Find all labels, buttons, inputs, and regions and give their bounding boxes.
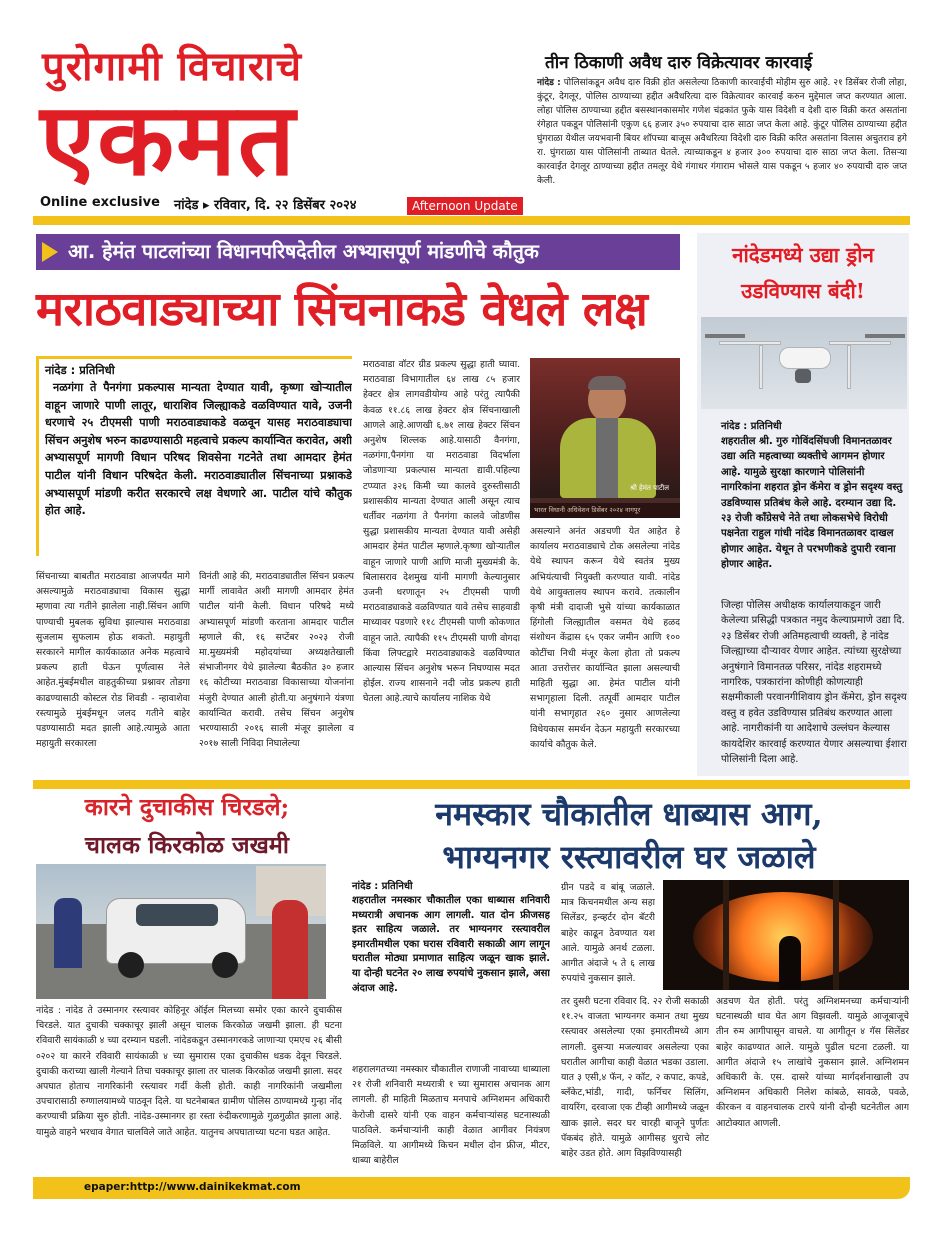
car-photo bbox=[36, 864, 326, 999]
lead-headline: मराठवाड्याच्या सिंचनाकडे वेधले लक्ष bbox=[36, 282, 648, 337]
fire-beam-right bbox=[833, 880, 839, 990]
photo-scarf bbox=[596, 418, 618, 498]
fire-dateline: नांदेड : प्रतिनिधी bbox=[352, 881, 413, 892]
car-photo-rider bbox=[54, 898, 82, 968]
fire-silhouette bbox=[779, 936, 801, 990]
car-photo-person bbox=[272, 900, 308, 999]
lead-col2: विनंती आहे की, मराठवाड्यातील सिंचन प्रकल्प मार्गी लावावेत अशी मागणी आमदार हेमंत पाटील यांनी केली. विधान परिषदे मध्ये अभ्यासपूर्ण मांडणी करताना आमदार पाटील म्हणाले की, १६ सप्टेंबर २०२३ रोजी मा.मुख्यमंत्री महोदयांच्या अध्यक्षतेखाली संभाजीनगर येथे झालेल्या बैठकीत ३० हजार १६ कोटीच्या मराठवाडा विकासाच्या योजनांना मंजुरी देण्यात आली होती.या अनुषंगाने यंत्रणा कार्यान्वित करावी. तसेच सिंचन अनुशेष भरण्यासाठी २०१६ साली मंजूर झालेला व २०१७ साली निविदा निघालेल्या bbox=[199, 571, 354, 750]
photo-hair bbox=[588, 376, 626, 390]
lead-dateline: नांदेड : प्रतिनिधी bbox=[45, 363, 115, 377]
online-exclusive-label: Online exclusive bbox=[40, 195, 160, 210]
fire-headline-2: भाग्यनगर रस्त्यावरील घर जळाले bbox=[442, 838, 816, 876]
masthead-tagline: पुरोगामी विचाराचे bbox=[42, 43, 303, 90]
drone-arm-right bbox=[829, 341, 891, 345]
drone-headline bbox=[697, 237, 909, 309]
drone-photo bbox=[701, 317, 907, 409]
drone-body bbox=[779, 347, 831, 369]
lead-col3: मराठवाडा वॉटर ग्रीड प्रकल्प सुद्धा हाती घ्यावा. मराठवाडा विभागातील ६४ लाख ८५ हजार हेक्टर क्षेत्र लागवडीयोग्य आहे परंतु त्यापैकी केवळ ११.८६ लाख हेक्टर क्षेत्र सिंचनाखाली आणले आहे.आणखी ६.७१ लाख हेक्टर सिंचन अनुशेष शिल्लक आहे.यासाठी वैनगंगा, नळगंगा,पैनगंगा या मराठवाडा विदर्भाला जोडणाऱ्या प्रकल्पास मान्यता द्यावी.पहिल्या टप्प्यात ३२६ किमी च्या कालवे दुरुस्तीसाठी प्रशासकीय मान्यता देण्यात आली असून त्याच धर्तीवर नळगंगा ते पैनगंगा कालवे जोडणीस सुद्धा प्रशासकीय मान्यता देण्यात यावी असेही आमदार हेमंत पाटील म्हणाले.कृष्णा खोऱ्यातील वाहून जाणारे पाणी आणि माजी मुख्यमंत्री के. बिलासराव देशमुख यांनी मागणी केल्यानुसार उजनी धरणातून २५ टीएमसी पाणी मराठवाड्याकडे वळविण्यात यावे तसेच साहवाडी माध्यावर पडणारे ११८ टीएमसी पाणी कोकणात वाहून जाते. त्यापैकी ११५ टीएमसी पाणी वोगदा किंवा लिफ्टद्वारे मराठवाड्याकडे वळविण्यात आल्यास सिंचन अनुशेष भरून निघण्यास मदत होईल. राज्य शासनाने नदी जोड प्रकल्प हाती घेतला आहे.त्याचे कार्यालय नाशिक येथे bbox=[363, 359, 520, 705]
top-news-text: पोलिसांकडून अवैध दारु विक्री होत असलेल्या ठिकाणी कारवाईची मोहीम सुरु आहे. २१ डिसेंबर रोजी लोहा, कुंटूर, देगलूर, पोलिस ठाण्याच्या हद्दीत अवैधरित्या दारु विक्रेत्यावर कारवाई करुन मुद्देमाल जप्त करण्यात आला. लोहा पोलिस ठाण्याच्या हद्दीत बसस्थानकासमोर गणेश चंद्रकांत फुके यास विदेशी व देशी दारु विक्री करत असतांना रंगेहात पकडून पोलिसांनी एकुण ६६ हजार ३५० रुपयाचा दारु साठा जप्त केला आहे. कुंटूर पोलिस ठाण्याच्या हद्दीत घुंगराळा येथील जयभवानी बियर शॉपच्या बाजूस अवैधरित्या विदेशी दारु विक्री करित असतांना विलास अचुतराव हगे रा. घुंगराळा यास पोलिसांनी ताब्यात घेतले. त्याच्याकडून ४ हजार ३०० रुपयाचा दारु साठा जप्त केला. तिसऱ्या कारवाईत देगलूर ठाण्याच्या हद्दीत तमलूर येथे गंगाधर गंगाराम भोसले यास पकडून ५ हजार ४० रुपयाची दारु जप्त केली. bbox=[537, 78, 907, 186]
lead-intro-text: नळगंगा ते पैनगंगा प्रकल्पास मान्यता देण्यात यावी, कृष्णा खोऱ्यातील वाहून जाणारे पाणी लातूर, धाराशिव जिल्ह्याकडे वळविण्यात यावे, उजनी धरणाचे २५ टीएमसी पाणी मराठवाड्याकडे वळवून यासह मराठवाड्याचा सिंचन अनुशेष भरुन काढण्यासाठी महत्वाचे प्रकल्प कार्यान्वित करावेत, अशी अभ्यासपूर्ण मागणी विधान परिषद शिवसेना गटनेते तथा आमदार हेमंत पाटील यांनी विधान परिषदेत केली. मराठवाड्यातील सिंचनाच्या प्रश्नाकडे अभ्यासपूर्ण मांडणी करीत सरकारचे लक्ष वेधणारे आ. पाटील यांचे कौतुक होत आहे. bbox=[45, 381, 352, 518]
fire-headline-1: नमस्कार चौकातील धाब्यास आग, bbox=[435, 795, 823, 833]
drone-leg-right bbox=[847, 345, 851, 389]
fire-col3: अडचण येत होती. परंतु अग्निशमनच्या कर्मचाऱ्यांनी घटनास्थळी धाव घेत आग विझवली. यामुळे आजूबाजूचे तीन रुम आगीपासून वाचले. या आगीतून ४ गॅस सिलेंडर बाहेर काढण्यात आले. यामुळे पुढील घटना टळली. या आगीत अंदाजे १५ लाखांचे नुकसान झाले. अग्निशमन अधिकारी के. एस. दासरे यांच्या मार्गदर्शनाखाली उप अग्निशमन अधिकारी निलेश कांबळे, सावळे, पवळे, कीरकन व वाहनचालक टारपे यांनी दोन्ही घटनेतील आग आटोक्यात आणली. bbox=[716, 996, 909, 1129]
masthead bbox=[0, 0, 530, 218]
fire-photo bbox=[663, 880, 909, 990]
lead-col4: असल्याने अनंत अडचणी येत आहेत हे कार्यालय मराठवाड्याचे टोक असलेल्या नांदेड येथे स्थापन करून येथे स्वतंत्र मुख्य अभियंत्याची नियुक्ती करण्यात यावी. नांदेड येथे आयुक्तालय स्थापन करावे. तत्कालीन कृषी मंत्री दादाजी भुसे यांच्या कार्यकाळात हिंगोली जिल्ह्यातील वसमत येथे हळद संशोधन केंद्रास ६५ एकर जमीन आणि १०० कोटींचा निधी मंजूर केला होता तो प्रकल्प आता उत्तरोत्तर कार्यान्वित झाला असल्याची माहिती सुद्धा आ. हेमंत पाटील यांनी सभागृहाला दिली. तत्पूर्वी आमदार पाटील यांनी सभागृहात २६० नुसार आणलेल्या विधेयकास समर्थन देऊन महायुती सरकारच्या कार्याचे कौतुक केले. bbox=[530, 526, 680, 750]
drone-rotor-right bbox=[865, 334, 905, 338]
fire-beam-left bbox=[723, 880, 729, 990]
afternoon-update-badge: Afternoon Update bbox=[407, 197, 523, 215]
masthead-divider bbox=[33, 216, 910, 225]
top-news-headline: तीन ठिकाणी अवैध दारु विक्रेत्यावर कारवाई bbox=[545, 53, 813, 73]
lead-photo-caption: श्री हेमंत पाटील bbox=[630, 484, 669, 492]
date-line: नांदेड ▸ रविवार, दि. २२ डिसेंबर २०२४ bbox=[174, 198, 357, 213]
drone-intro bbox=[721, 419, 907, 594]
car-headline-1: कारने दुचाकीस चिरडले; bbox=[84, 793, 290, 821]
drone-intro-text: शहरातील श्री. गुरु गोविंदसिंघजी विमानतळावर उद्या अति महत्वाच्या व्यक्तीचे आगमन होणार आहे. यामुळे सुरक्षा कारणाने पोलिसांनी नागरिकांना शहरात ड्रोन कॅमेरा व ड्रोन सदृश्य वस्तु उडविण्यास प्रतिबंध केले आहे. दरम्यान उद्या दि. २३ रोजी काँग्रेसचे नेते तथा लोकसभेचे विरोधी पक्षनेता राहुल गांधी नांदेड विमानतळावर दाखल होणार आहेत. येथून ते परभणीकडे दुपारी रवाना होणार आहेत. bbox=[721, 436, 903, 571]
lead-kicker: आ. हेमंत पाटलांच्या विधानपरिषदेतील अभ्यासपूर्ण मांडणीचे कौतुक bbox=[68, 240, 539, 263]
drone-dateline: नांदेड : प्रतिनिधी bbox=[721, 421, 782, 432]
car-body: नांदेड : नांदेड ते उस्मानगर रस्त्यावर कोहिनूर ऑईल मिलच्या समोर एका कारने दुचाकीस चिरडले. यात दुचाकी चक्काचूर झाली असून चालक किरकोळ जखमी झाला. ही घटना रविवारी सायंकाळी ४ च्या दरम्यान घडली. नांदेडकडून उस्मानगरकडे जाणाऱ्या एमएच २६ बीसी ०२०२ या कारने रविवारी सायंकाळी ४ च्या सुमारास एका दुचाकीस धडक देवून चिरडले. दुचाकी कराच्या खाली गेल्याने तिचा चक्काचूर झाला तर चालक किरकोळ जखमी झाला. सदर अपघात होताच नागरिकांनी रस्त्यावर गर्दी केली होती. काही नागरिकांनी जखमीला उपचारासाठी रुग्णालयामध्ये पाठवून दिले. या घटनेबाबत ग्रामीण पोलिस ठाण्यामध्ये गुन्हा नोंद करण्याची प्रक्रिया सुरु होती. नांदेड-उस्मानगर हा रस्ता रुंदीकरणामुळे गुळगुळीत झाला आहे. यामुळे वाहने भरधाव वेगात चालविले जाते आहेत. यातुनच अपघाताच्या घटना घडत आहेत. bbox=[36, 1005, 342, 1138]
lead-col1: सिंचनाच्या बाबतीत मराठवाडा आजपर्यंत मागे असल्यामुळे मराठवाड्याचा विकास सुद्धा म्हणावा त्या गतीने झालेला नाही.सिंचन आणि पाण्याची मुबलक सुविधा झाल्यास मराठवाडा सुजलाम सुफलाम होऊ शकतो. महायुती सरकारने मागील कार्यकाळात अनेक महत्वाचे प्रकल्प हाती घेऊन पूर्णत्वास नेले आहेत.मुंबईमधील वाहतुकीच्या प्रश्नावर तोडगा काढण्यासाठी कोस्टल रोड शिवडी - न्हावाशेवा रस्त्यामुळे मुंबईमधून जलद गतीने बाहेर पडण्यासाठी मदत झाली आहे.त्यामुळे आता महायुती सरकारला bbox=[36, 571, 190, 750]
lead-photo-strip: भारत विधानी अधिवेशन डिसेंबर २०२४ नागपूर bbox=[530, 503, 680, 518]
drone-headline-text: नांदेडमध्ये उद्या ड्रोन उडविण्यास बंदी! bbox=[732, 243, 874, 303]
fire-col2a: ग्रीन पडदे व बांबू जळाले. मात्र किचनमधील अन्य सहा सिलेंडर, इन्व्हर्टर दोन बॅटरी बाहेर काढून ठेवण्यात यश आले. यामुळे अनर्थ टळला. आगीत अंदाजे ५ ते ६ लाख रुपयांचे नुकसान झाले. bbox=[561, 882, 655, 985]
car-photo-wheel-left bbox=[118, 952, 144, 978]
fire-intro bbox=[352, 880, 550, 1056]
footer-url[interactable]: epaper:http://www.dainikekmat.com bbox=[84, 1181, 301, 1193]
car-photo-wheel-right bbox=[212, 952, 238, 978]
car-headline-2: चालक किरकोळ जखमी bbox=[85, 831, 289, 859]
lead-intro bbox=[36, 356, 352, 556]
fire-col2b: तर दुसरी घटना रविवार दि. २२ रोजी सकाळी ११.२५ वाजता भाग्यनगर कमान तथा मुख्य रस्त्यावर असलेल्या एका इमारतीमध्ये आग लागली. दुसऱ्या मजल्यावर असलेल्या एका घरातील आगीचा काही वेळात भडका उडाला. यात ३ एसी,४ फॅन, २ कॉट, २ कपाट, कपडे, ब्लॅंकेट,भांडी, गादी, फर्निचर सिलिंग, वायरिंग, दरवाजा एक टीव्ही आगीमध्ये जळून खाक झाले. सदर घर चारही बाजूने पुर्णतः पॅकबंद होते. यामुळे आगीसह धुराचे लोट बाहेर उडत होते. आग विझविण्यासही bbox=[561, 996, 709, 1160]
drone-box bbox=[697, 233, 909, 776]
drone-body: जिल्हा पोलिस अधीक्षक कार्यालयाकडून जारी केलेल्या प्रसिद्धी पत्रकात नमुद केल्याप्रमाणे उद्या दि. २३ डिसेंबर रोजी अतिमहत्वाची व्यक्ती, हे नांदेड जिल्ह्याच्या दौऱ्यावर येणार आहेत. त्यांच्या सुरक्षेच्या अनुषंगाने विमानतळ परिसर, नांदेड शहरामध्ये नागरिक, पत्रकारांना कोणीही कोणत्याही सक्षमीकाली परवानगीशिवाय ड्रोन कॅमेरा, ड्रोन सदृश्य वस्तु व हवेत उडविण्यास प्रतिबंध करण्यात आला आहे. नागरीकांनी या आदेशाचे उल्लंघन केल्यास कायदेशिर कारवाई करण्यात येणार असल्याचा ईशारा पोलिसांनी दिला आहे. bbox=[721, 600, 907, 766]
lead-kicker-bar bbox=[36, 234, 680, 270]
drone-camera bbox=[795, 369, 811, 383]
lead-photo bbox=[530, 358, 680, 518]
top-news bbox=[537, 44, 907, 212]
top-news-dateline: नांदेड : bbox=[537, 78, 561, 88]
play-arrow-icon bbox=[42, 242, 58, 262]
fire-col1: शहरालगतच्या नमस्कार चौकातील राणाजी नावाच्या धाब्याला २१ रोजी शनिवारी मध्यरात्री १ च्या सुमारास अचानक आग लागली. ही माहिती मिळताच मनपाचे अग्निशमन अधिकारी केरोजी दासरे यांनी एक वाहन कर्मचाऱ्यांसह घटनास्थळी पाठविले. कर्मचाऱ्यांनी काही वेळात आगीवर नियंत्रण मिळविले. या आगीमध्ये किचन मधील दोन फ्रीज, मीटर, धाब्या बाहेरील bbox=[352, 1064, 550, 1167]
drone-rotor-left bbox=[705, 334, 745, 338]
masthead-name: एकमत bbox=[40, 80, 297, 198]
top-news-body bbox=[537, 76, 907, 211]
drone-arm-left bbox=[719, 341, 781, 345]
fire-intro-text: शहरातील नमस्कार चौकातील एका धाब्यास शनिवारी मध्यरात्री अचानक आग लागली. यात दोन फ्रीजसह इतर साहित्य जळाले. तर भाग्यनगर रस्त्यावरील इमारतीमधील एका घरास रविवारी सकाळी आग लागून घरातील मोठ्या प्रमाणात साहित्य जळून खाक झाले. या दोन्ही घटनेत २० लाख रुपयांचे नुकसान झाले, असा अंदाज आहे. bbox=[352, 895, 550, 994]
car-photo-window bbox=[136, 904, 218, 926]
drone-leg-left bbox=[759, 345, 763, 389]
